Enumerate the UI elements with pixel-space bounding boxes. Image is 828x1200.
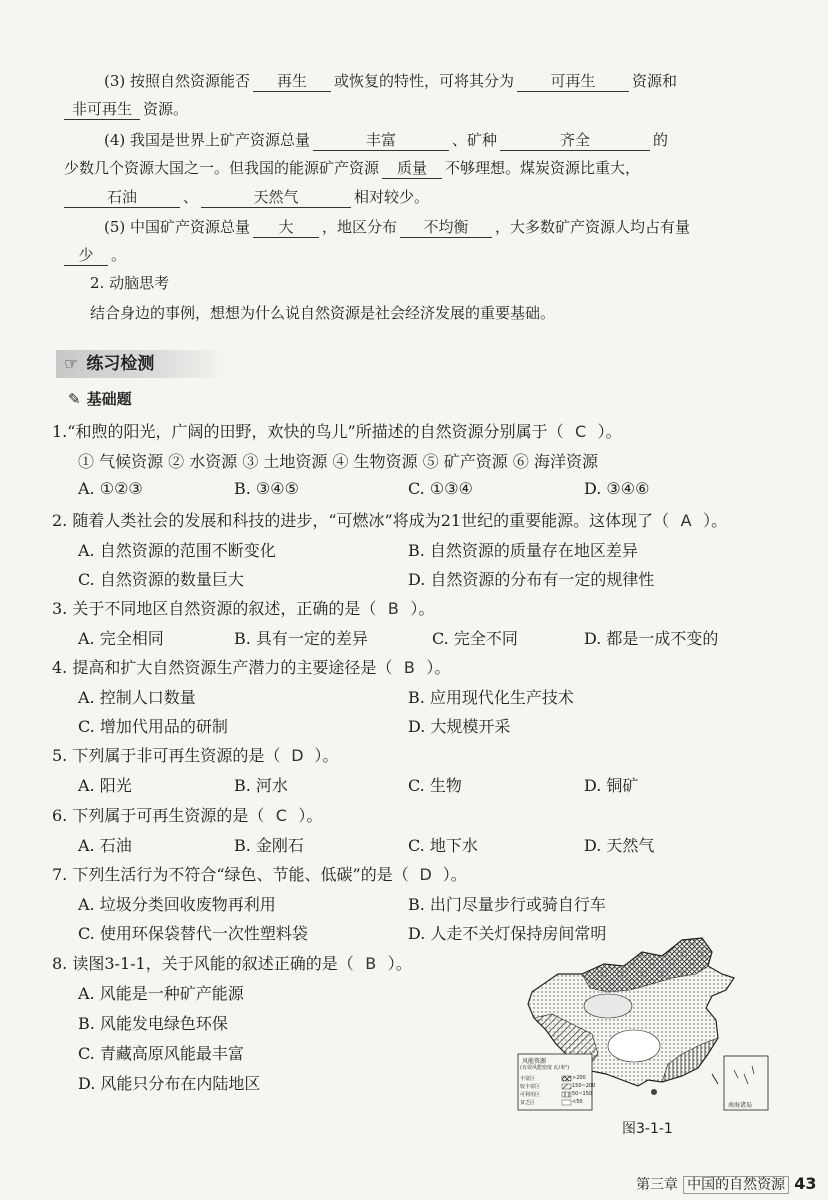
option[interactable]: C. 增加代用品的研制 — [78, 717, 228, 736]
china-map-drawing — [512, 934, 772, 1114]
option[interactable]: D. 自然资源的分布有一定的规律性 — [408, 570, 655, 589]
answer-blank[interactable]: 天然气 — [201, 188, 351, 208]
question-5-stem — [52, 743, 338, 766]
question-text: 7. 下列生活行为不符合“绿色、节能、低碳”的是（ — [52, 865, 409, 884]
option[interactable]: D. 大规模开采 — [408, 717, 511, 736]
fill-item-3-line1 — [104, 70, 677, 92]
question-text: 3. 关于不同地区自然资源的叙述，正确的是（ — [52, 599, 377, 618]
question-end: ）。 — [410, 599, 435, 618]
legend-row-value: 150~200 — [572, 1083, 596, 1089]
option[interactable]: D. 都是一成不变的 — [584, 629, 719, 648]
option[interactable]: D. 风能只分布在内陆地区 — [78, 1074, 261, 1093]
answer-blank[interactable]: 丰富 — [313, 131, 449, 151]
answer-blank[interactable]: 再生 — [253, 72, 331, 92]
section-title: 练习检测 — [86, 354, 155, 374]
question-end: ）。 — [314, 746, 339, 765]
answer-mark[interactable]: A — [680, 511, 692, 530]
option[interactable]: A. 阳光 — [78, 776, 132, 795]
answer-blank[interactable]: 不均衡 — [400, 218, 492, 238]
answer-blank[interactable]: 大 — [253, 218, 319, 238]
figure-caption: 图3-1-1 — [622, 1121, 673, 1137]
answer-blank[interactable]: 石油 — [64, 188, 180, 208]
answer-mark[interactable]: C — [575, 422, 587, 441]
question-end: ）。 — [426, 658, 451, 677]
think-text: 结合身边的事例，想想为什么说自然资源是社会经济发展的重要基础。 — [90, 304, 556, 322]
option[interactable]: A. 完全相同 — [78, 629, 164, 648]
question-7-stem — [52, 862, 467, 885]
option[interactable]: D. ③④⑥ — [584, 479, 650, 498]
option[interactable]: C. 青藏高原风能最丰富 — [78, 1044, 244, 1063]
question-text: 8. 读图3-1-1，关于风能的叙述正确的是（ — [52, 954, 354, 973]
option[interactable]: C. 完全不同 — [432, 629, 518, 648]
question-text: 2. 随着人类社会的发展和科技的进步，“可燃冰”将成为21世纪的重要能源。这体现了（ — [52, 511, 670, 530]
legend-row-label: 可利用区 — [520, 1092, 541, 1098]
answer-mark[interactable]: D — [291, 746, 304, 765]
fill-text: ，大多数矿产资源人均占有量 — [495, 218, 691, 236]
option[interactable]: C. 使用环保袋替代一次性塑料袋 — [78, 924, 308, 943]
question-6-stem — [52, 803, 322, 826]
answer-mark[interactable]: B — [403, 658, 415, 677]
legend-row-label: 丰富区 — [520, 1076, 536, 1082]
answer-mark[interactable]: C — [275, 806, 287, 825]
fill-text: 少数几个资源大国之一。但我国的能源矿产资源 — [64, 159, 380, 177]
answer-mark[interactable]: D — [419, 865, 432, 884]
question-text: 6. 下列属于可再生资源的是（ — [52, 806, 265, 825]
fill-text: 相对较少。 — [354, 188, 430, 206]
question-1-stem — [52, 419, 622, 442]
option[interactable]: B. 应用现代化生产技术 — [408, 688, 574, 707]
option[interactable]: B. 金刚石 — [234, 836, 304, 855]
question-4-stem — [52, 655, 450, 678]
fill-text: 或恢复的特性，可将其分为 — [334, 72, 515, 90]
option[interactable]: C. 自然资源的数量巨大 — [78, 570, 244, 589]
fill-text: 。 — [111, 246, 127, 264]
legend-subtitle: (有效风能密度 瓦/米²) — [520, 1065, 570, 1071]
pencil-icon: ✎ — [68, 390, 81, 408]
question-1-extra: ① 气候资源 ② 水资源 ③ 土地资源 ④ 生物资源 ⑤ 矿产资源 ⑥ 海洋资源 — [78, 452, 598, 471]
section-header — [56, 350, 228, 378]
option[interactable]: C. 地下水 — [408, 836, 478, 855]
fill-text: 、矿种 — [452, 131, 498, 149]
question-text: 5. 下列属于非可再生资源的是（ — [52, 746, 281, 765]
fill-item-4-line3 — [64, 186, 429, 208]
fill-text: 不够理想。煤炭资源比重大， — [445, 159, 641, 177]
question-end: ）。 — [597, 422, 622, 441]
wind-energy-map — [512, 934, 772, 1114]
answer-blank[interactable]: 可再生 — [517, 72, 629, 92]
question-3-stem — [52, 596, 434, 619]
option[interactable]: A. 垃圾分类回收废物再利用 — [78, 895, 276, 914]
question-text: 1.“和煦的阳光，广阔的田野，欢快的鸟儿”所描述的自然资源分别属于（ — [52, 422, 564, 441]
answer-blank[interactable]: 齐全 — [500, 131, 650, 151]
option[interactable]: A. 风能是一种矿产能源 — [78, 984, 244, 1003]
fill-text: (3) 按照自然资源能否 — [104, 72, 251, 90]
option[interactable]: A. 控制人口数量 — [78, 688, 196, 707]
fill-item-4-line2 — [64, 157, 640, 179]
option[interactable]: B. 风能发电绿色环保 — [78, 1014, 228, 1033]
fill-text: (5) 中国矿产资源总量 — [104, 218, 251, 236]
chapter-label: 第三章 — [636, 1177, 678, 1193]
page-footer — [636, 1174, 816, 1194]
question-end: ）。 — [387, 954, 412, 973]
option[interactable]: D. 天然气 — [584, 836, 655, 855]
legend-title: 风能资源 — [522, 1058, 547, 1065]
question-8-stem — [52, 951, 412, 974]
option[interactable]: B. 出门尽量步行或骑自行车 — [408, 895, 606, 914]
question-text: 4. 提高和扩大自然资源生产潜力的主要途径是（ — [52, 658, 393, 677]
fill-item-5-line2 — [64, 244, 126, 266]
option[interactable]: C. 生物 — [408, 776, 462, 795]
legend-row-value: <50 — [572, 1099, 583, 1105]
subsection-title: 基础题 — [86, 390, 132, 408]
question-end: ）。 — [442, 865, 467, 884]
legend-row-value: 50~150 — [572, 1091, 593, 1097]
option[interactable]: A. 石油 — [78, 836, 132, 855]
legend-row-value: >200 — [572, 1075, 586, 1081]
fill-item-4-line1 — [104, 129, 668, 151]
answer-mark[interactable]: B — [387, 599, 399, 618]
option[interactable]: A. ①②③ — [78, 479, 143, 498]
inset-label: 南海诸岛 — [728, 1102, 753, 1109]
legend-row-label: 贫乏区 — [520, 1100, 536, 1106]
question-end: ）。 — [298, 806, 323, 825]
question-end: ）。 — [703, 511, 728, 530]
option[interactable]: C. ①③④ — [408, 479, 473, 498]
pointing-hand-icon: ☞ — [64, 354, 79, 373]
answer-mark[interactable]: B — [365, 954, 377, 973]
fill-item-3-line2 — [64, 98, 188, 120]
answer-blank[interactable]: 少 — [64, 246, 108, 266]
think-title: 2. 动脑思考 — [90, 274, 170, 292]
fill-text: 、 — [183, 188, 199, 206]
option[interactable]: B. 自然资源的质量存在地区差异 — [408, 541, 638, 560]
question-2-stem — [52, 508, 727, 531]
option[interactable]: B. ③④⑤ — [234, 479, 299, 498]
fill-text: ，地区分布 — [322, 218, 398, 236]
option[interactable]: B. 河水 — [234, 776, 288, 795]
answer-blank[interactable]: 非可再生 — [64, 100, 140, 120]
option[interactable]: B. 具有一定的差异 — [234, 629, 368, 648]
option[interactable]: A. 自然资源的范围不断变化 — [78, 541, 276, 560]
fill-text: 的 — [653, 131, 669, 149]
option[interactable]: D. 人走不关灯保持房间常明 — [408, 924, 607, 943]
chapter-title: 中国的自然资源 — [683, 1176, 789, 1194]
poor-zone — [608, 1030, 660, 1062]
fill-item-5-line1 — [104, 216, 690, 238]
legend-row-label: 较丰富区 — [520, 1084, 541, 1090]
option[interactable]: D. 铜矿 — [584, 776, 639, 795]
fill-text: (4) 我国是世界上矿产资源总量 — [104, 131, 311, 149]
fill-text: 资源和 — [632, 72, 678, 90]
page-number: 43 — [794, 1174, 817, 1193]
subsection-header — [68, 388, 132, 409]
answer-blank[interactable]: 质量 — [382, 159, 442, 179]
fill-text: 资源。 — [143, 100, 189, 118]
